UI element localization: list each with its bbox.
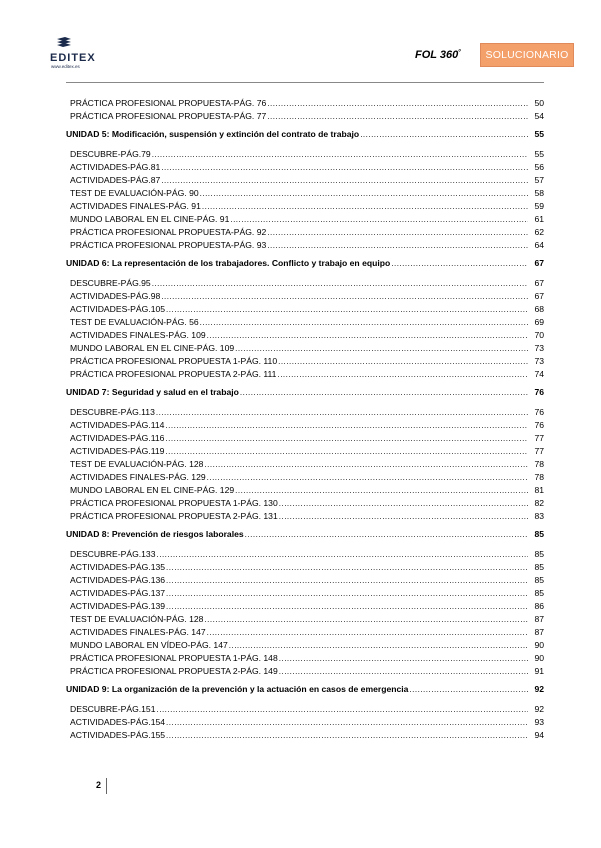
toc-entry-page: 86	[534, 601, 544, 611]
toc-entry-title: ACTIVIDADES-PÁG.139	[70, 601, 166, 611]
toc-entry-title: UNIDAD 6: La representación de los trabajadores. Conflicto y trabajo en equipo	[66, 258, 391, 268]
toc-entry-page: 82	[534, 498, 544, 508]
dot-leader	[409, 684, 528, 695]
toc-entry[interactable]	[66, 483, 544, 496]
dot-leader	[391, 258, 528, 269]
toc-entry-title: PRÁCTICA PROFESIONAL PROPUESTA-PÁG. 76	[70, 98, 267, 108]
toc-entry[interactable]	[66, 225, 544, 238]
toc-entry-title: ACTIVIDADES-PÁG.81	[70, 162, 161, 172]
dot-leader	[166, 588, 528, 599]
toc-entry-title: ACTIVIDADES-PÁG.135	[70, 562, 166, 572]
toc-entry-page: 73	[534, 356, 544, 366]
toc-entry-page: 69	[534, 317, 544, 327]
dot-leader	[267, 240, 528, 251]
dot-leader	[267, 227, 528, 238]
toc-entry[interactable]	[66, 547, 544, 560]
dot-leader	[279, 666, 528, 677]
toc-entry-title: ACTIVIDADES-PÁG.154	[70, 717, 166, 727]
dot-leader	[200, 188, 528, 199]
dot-leader	[161, 162, 528, 173]
toc-entry[interactable]	[66, 457, 544, 470]
toc-entry-page: 54	[534, 111, 544, 121]
toc-entry-page: 62	[534, 227, 544, 237]
dot-leader	[207, 330, 528, 341]
toc-entry-page: 81	[534, 485, 544, 495]
toc-entry[interactable]	[66, 715, 544, 728]
dot-leader	[278, 356, 528, 367]
dot-leader	[279, 653, 528, 664]
toc-entry-page: 55	[534, 129, 544, 139]
toc-entry-page: 90	[534, 653, 544, 663]
dot-leader	[279, 498, 528, 509]
dot-leader	[267, 98, 528, 109]
toc-entry-title: ACTIVIDADES-PÁG.155	[70, 730, 166, 740]
toc-entry-page: 67	[534, 291, 544, 301]
toc-entry-page: 93	[534, 717, 544, 727]
toc-entry-title: ACTIVIDADES FINALES-PÁG. 129	[70, 472, 206, 482]
toc-entry-page: 85	[534, 588, 544, 598]
solucionario-badge: SOLUCIONARIO	[480, 43, 574, 67]
toc-entry-page: 85	[534, 529, 544, 539]
editex-logo	[50, 36, 110, 69]
toc-unit-entry[interactable]	[66, 256, 544, 269]
toc-entry[interactable]	[66, 664, 544, 677]
dot-leader	[166, 562, 528, 573]
toc-entry-title: PRÁCTICA PROFESIONAL PROPUESTA-PÁG. 93	[70, 240, 267, 250]
dot-leader	[200, 317, 528, 328]
page-footer	[88, 778, 118, 798]
toc-entry[interactable]	[66, 509, 544, 522]
dot-leader	[279, 511, 528, 522]
toc-entry[interactable]	[66, 212, 544, 225]
toc-entry[interactable]	[66, 702, 544, 715]
toc-entry-title: PRÁCTICA PROFESIONAL PROPUESTA-PÁG. 77	[70, 111, 267, 121]
toc-entry-page: 85	[534, 575, 544, 585]
toc-entry-page: 59	[534, 201, 544, 211]
dot-leader	[166, 601, 528, 612]
toc-entry-page: 70	[534, 330, 544, 340]
toc-entry[interactable]	[66, 186, 544, 199]
toc-entry-page: 90	[534, 640, 544, 650]
toc-entry[interactable]	[66, 199, 544, 212]
toc-entry-page: 61	[534, 214, 544, 224]
toc-entry-page: 83	[534, 511, 544, 521]
toc-entry[interactable]	[66, 276, 544, 289]
toc-entry-title: ACTIVIDADES-PÁG.105	[70, 304, 166, 314]
dot-leader	[235, 485, 528, 496]
toc-entry-title: PRÁCTICA PROFESIONAL PROPUESTA 1-PÁG. 110	[70, 356, 278, 366]
toc-entry-page: 77	[534, 433, 544, 443]
page-number: 2	[96, 780, 102, 790]
toc-entry[interactable]	[66, 418, 544, 431]
dot-leader	[165, 420, 528, 431]
book-title	[415, 49, 460, 61]
toc-entry-title: PRÁCTICA PROFESIONAL PROPUESTA 1-PÁG. 130	[70, 498, 278, 508]
dot-leader	[229, 640, 528, 651]
footer-divider	[106, 778, 107, 794]
toc-entry-page: 78	[534, 472, 544, 482]
toc-entry-title: DESCUBRE-PÁG.151	[70, 704, 156, 714]
toc-entry-title: DESCUBRE-PÁG.95	[70, 278, 151, 288]
book-stack-icon	[54, 36, 74, 50]
toc-entry-page: 85	[534, 562, 544, 572]
logo-url: www.editex.es	[51, 64, 80, 69]
toc-unit-entry[interactable]	[66, 385, 544, 398]
dot-leader	[157, 704, 529, 715]
toc-unit-entry[interactable]	[66, 127, 544, 140]
toc-entry-page: 50	[534, 98, 544, 108]
toc-entry-page: 74	[534, 369, 544, 379]
toc-entry-title: PRÁCTICA PROFESIONAL PROPUESTA 1-PÁG. 148	[70, 653, 278, 663]
toc-entry[interactable]	[66, 638, 544, 651]
toc-entry-title: TEST DE EVALUACIÓN-PÁG. 128	[70, 614, 204, 624]
dot-leader	[152, 278, 528, 289]
toc-entry-title: ACTIVIDADES-PÁG.116	[70, 433, 165, 443]
book-title-sup: º	[458, 49, 461, 56]
toc-entry[interactable]	[66, 173, 544, 186]
toc-entry-page: 64	[534, 240, 544, 250]
toc-entry-title: ACTIVIDADES-PÁG.137	[70, 588, 166, 598]
dot-leader	[202, 201, 528, 212]
toc-entry-page: 67	[534, 278, 544, 288]
dot-leader	[166, 304, 528, 315]
dot-leader	[277, 369, 528, 380]
toc-entry-page: 76	[534, 387, 544, 397]
toc-entry[interactable]	[66, 354, 544, 367]
toc-entry-page: 76	[534, 407, 544, 417]
toc-entry[interactable]	[66, 367, 544, 380]
toc-entry[interactable]	[66, 302, 544, 315]
toc-entry-page: 76	[534, 420, 544, 430]
toc-entry-page: 73	[534, 343, 544, 353]
toc-entry-page: 87	[534, 627, 544, 637]
toc-entry[interactable]	[66, 315, 544, 328]
toc-entry-title: UNIDAD 8: Prevención de riesgos laborales	[66, 529, 244, 539]
dot-leader	[207, 627, 528, 638]
toc-entry[interactable]	[66, 573, 544, 586]
toc-entry[interactable]	[66, 289, 544, 302]
dot-leader	[230, 214, 528, 225]
toc-entry-page: 56	[534, 162, 544, 172]
dot-leader	[166, 730, 528, 741]
toc-entry-title: ACTIVIDADES FINALES-PÁG. 147	[70, 627, 206, 637]
toc-entry-page: 94	[534, 730, 544, 740]
toc-entry[interactable]	[66, 625, 544, 638]
toc-entry[interactable]	[66, 341, 544, 354]
toc-entry-title: TEST DE EVALUACIÓN-PÁG. 56	[70, 317, 199, 327]
toc-entry-title: ACTIVIDADES-PÁG.119	[70, 446, 165, 456]
toc-entry-title: UNIDAD 9: La organización de la prevención y la actuación en casos de emergencia	[66, 684, 409, 694]
toc-entry-title: PRÁCTICA PROFESIONAL PROPUESTA 2-PÁG. 111	[70, 369, 277, 379]
toc-unit-entry[interactable]	[66, 682, 544, 695]
dot-leader	[165, 433, 528, 444]
dot-leader	[161, 291, 528, 302]
dot-leader	[207, 472, 528, 483]
dot-leader	[166, 575, 528, 586]
toc-entry-title: UNIDAD 5: Modificación, suspensión y extinción del contrato de trabajo	[66, 129, 360, 139]
toc-entry[interactable]	[66, 96, 544, 109]
page-header	[0, 0, 601, 80]
toc-entry[interactable]	[66, 496, 544, 509]
toc-entry-title: PRÁCTICA PROFESIONAL PROPUESTA-PÁG. 92	[70, 227, 267, 237]
book-title-text: FOL 360	[415, 49, 459, 61]
toc-entry[interactable]	[66, 728, 544, 741]
dot-leader	[161, 175, 528, 186]
toc-entry[interactable]	[66, 470, 544, 483]
toc-entry-title: UNIDAD 7: Seguridad y salud en el trabajo	[66, 387, 239, 397]
toc-entry[interactable]	[66, 328, 544, 341]
dot-leader	[165, 446, 528, 457]
toc-entry-title: DESCUBRE-PÁG.79	[70, 149, 151, 159]
dot-leader	[267, 111, 528, 122]
toc-entry[interactable]	[66, 612, 544, 625]
toc-entry-title: MUNDO LABORAL EN EL CINE-PÁG. 91	[70, 214, 230, 224]
toc-entry-title: ACTIVIDADES-PÁG.114	[70, 420, 165, 430]
dot-leader	[360, 129, 528, 140]
toc-entry-page: 92	[534, 684, 544, 694]
toc-entry[interactable]	[66, 405, 544, 418]
dot-leader	[156, 407, 528, 418]
toc-entry-title: MUNDO LABORAL EN VÍDEO-PÁG. 147	[70, 640, 228, 650]
logo-text: EDITEX	[50, 52, 96, 64]
toc-entry-title: TEST DE EVALUACIÓN-PÁG. 128	[70, 459, 204, 469]
toc-entry-page: 57	[534, 175, 544, 185]
toc-entry-title: TEST DE EVALUACIÓN-PÁG. 90	[70, 188, 199, 198]
table-of-contents	[66, 96, 544, 741]
toc-entry-title: ACTIVIDADES FINALES-PÁG. 109	[70, 330, 206, 340]
toc-unit-entry[interactable]	[66, 527, 544, 540]
toc-entry[interactable]	[66, 238, 544, 251]
toc-entry[interactable]	[66, 599, 544, 612]
toc-entry[interactable]	[66, 651, 544, 664]
toc-entry-page: 91	[534, 666, 544, 676]
toc-entry-title: PRÁCTICA PROFESIONAL PROPUESTA 2-PÁG. 149	[70, 666, 278, 676]
dot-leader	[240, 387, 528, 398]
toc-entry[interactable]	[66, 160, 544, 173]
toc-entry-title: DESCUBRE-PÁG.133	[70, 549, 156, 559]
toc-entry[interactable]	[66, 586, 544, 599]
toc-entry-title: ACTIVIDADES-PÁG.136	[70, 575, 166, 585]
toc-entry[interactable]	[66, 431, 544, 444]
toc-entry-title: MUNDO LABORAL EN EL CINE-PÁG. 129	[70, 485, 235, 495]
toc-entry-page: 85	[534, 549, 544, 559]
toc-entry-page: 87	[534, 614, 544, 624]
toc-entry[interactable]	[66, 109, 544, 122]
dot-leader	[166, 717, 528, 728]
toc-entry-title: ACTIVIDADES-PÁG.98	[70, 291, 161, 301]
dot-leader	[204, 614, 528, 625]
dot-leader	[157, 549, 529, 560]
dot-leader	[204, 459, 528, 470]
dot-leader	[152, 149, 528, 160]
toc-entry[interactable]	[66, 560, 544, 573]
toc-entry-page: 55	[534, 149, 544, 159]
toc-entry[interactable]	[66, 147, 544, 160]
header-divider	[66, 82, 544, 83]
toc-entry-page: 77	[534, 446, 544, 456]
toc-entry-title: DESCUBRE-PÁG.113	[70, 407, 155, 417]
toc-entry-title: ACTIVIDADES-PÁG.87	[70, 175, 161, 185]
toc-entry-page: 92	[534, 704, 544, 714]
dot-leader	[245, 529, 528, 540]
toc-entry-title: ACTIVIDADES FINALES-PÁG. 91	[70, 201, 201, 211]
toc-entry-page: 58	[534, 188, 544, 198]
toc-entry-page: 78	[534, 459, 544, 469]
toc-entry[interactable]	[66, 444, 544, 457]
toc-entry-title: PRÁCTICA PROFESIONAL PROPUESTA 2-PÁG. 131	[70, 511, 278, 521]
toc-entry-page: 68	[534, 304, 544, 314]
toc-entry-title: MUNDO LABORAL EN EL CINE-PÁG. 109	[70, 343, 235, 353]
dot-leader	[235, 343, 528, 354]
toc-entry-page: 67	[534, 258, 544, 268]
